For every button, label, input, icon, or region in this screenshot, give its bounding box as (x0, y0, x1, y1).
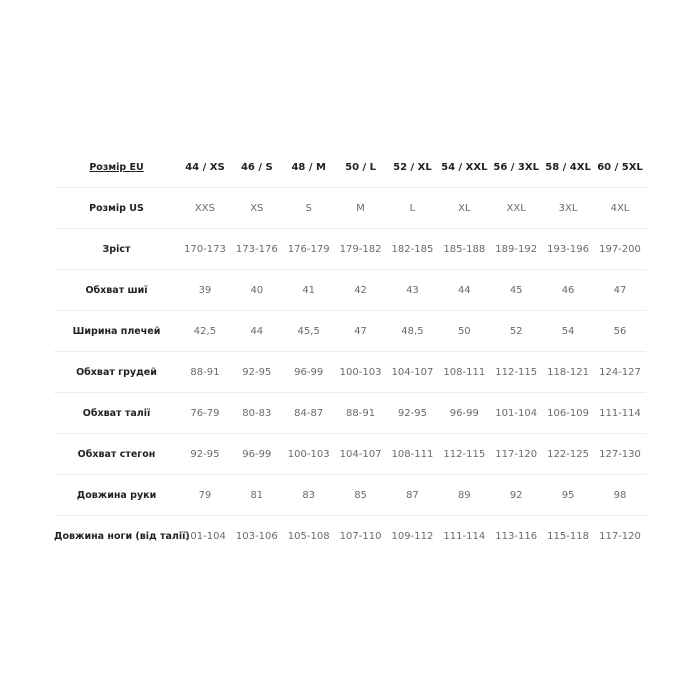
row-label: Обхват стегон (54, 434, 179, 475)
table-cell: 193-196 (542, 229, 594, 270)
table-cell: 182-185 (387, 229, 439, 270)
table-cell: 80-83 (231, 393, 283, 434)
table-row (54, 434, 646, 475)
column-header: 56 / 3XL (490, 147, 542, 188)
table-cell: 79 (179, 475, 231, 516)
table-cell: 44 (438, 270, 490, 311)
row-label: Зріст (54, 229, 179, 270)
table-cell: 107-110 (339, 530, 382, 542)
table-row (54, 311, 646, 352)
table-row (54, 393, 646, 434)
table-cell: 83 (283, 475, 335, 516)
table-row (54, 475, 646, 516)
table-cell: 88-91 (335, 393, 387, 434)
table-cell: 98 (594, 475, 646, 516)
table-cell: 47 (594, 270, 646, 311)
table-cell: 112-115 (490, 352, 542, 393)
row-label: Ширина плечей (54, 311, 179, 352)
table-cell: 105-108 (287, 530, 330, 542)
table-cell: 100-103 (283, 434, 335, 475)
table-cell: XXS (179, 188, 231, 229)
table-cell: 185-188 (438, 229, 490, 270)
table-cell: 111-114 (443, 530, 486, 542)
table-cell: 92-95 (179, 434, 231, 475)
table-row (54, 352, 646, 393)
column-header: 60 / 5XL (594, 147, 646, 188)
table-cell: 88-91 (179, 352, 231, 393)
table-cell: 87 (387, 475, 439, 516)
table-cell: 52 (490, 311, 542, 352)
row-label: Обхват талії (54, 393, 179, 434)
table-cell: 44 (231, 311, 283, 352)
table-cell: 108-111 (387, 434, 439, 475)
table-row (54, 188, 646, 229)
table-cell: M (335, 188, 387, 229)
table-cell: 48,5 (387, 311, 439, 352)
table-cell: 84-87 (283, 393, 335, 434)
table-cell: 40 (231, 270, 283, 311)
table-cell: 92-95 (387, 393, 439, 434)
table-cell: 106-109 (542, 393, 594, 434)
table-cell: 39 (179, 270, 231, 311)
table-cell: 3XL (542, 188, 594, 229)
row-label: Довжина руки (54, 475, 179, 516)
table-row (54, 270, 646, 311)
table-cell: 101-104 (184, 530, 226, 542)
table-cell: 81 (231, 475, 283, 516)
table-cell: 109-112 (391, 530, 434, 542)
table-cell: 92 (490, 475, 542, 516)
table-cell: XS (231, 188, 283, 229)
table-cell: 4XL (594, 188, 646, 229)
table-cell: 96-99 (438, 393, 490, 434)
table-cell: 43 (387, 270, 439, 311)
table-cell: 56 (594, 311, 646, 352)
table-row (54, 229, 646, 270)
table-cell: 118-121 (542, 352, 594, 393)
row-label: Розмір US (54, 188, 179, 229)
table-cell: 108-111 (438, 352, 490, 393)
table-cell: XL (438, 188, 490, 229)
table-cell: 50 (438, 311, 490, 352)
column-header: 50 / L (335, 147, 387, 188)
table-cell: 101-104 (490, 393, 542, 434)
table-cell: 124-127 (594, 352, 646, 393)
table-cell: 189-192 (490, 229, 542, 270)
row-label: Довжина ноги (від талії) (54, 530, 190, 542)
table-cell: 104-107 (335, 434, 387, 475)
table-cell: 111-114 (594, 393, 646, 434)
row-label: Обхват шиї (54, 270, 179, 311)
column-header: 46 / S (231, 147, 283, 188)
table-cell: 176-179 (283, 229, 335, 270)
table-cell: 170-173 (179, 229, 231, 270)
table-cell: 45,5 (283, 311, 335, 352)
column-header: 48 / M (283, 147, 335, 188)
table-cell: 113-116 (495, 530, 538, 542)
table-cell: 45 (490, 270, 542, 311)
table-cell: 173-176 (231, 229, 283, 270)
table-cell: 115-118 (547, 530, 589, 542)
table-cell: 41 (283, 270, 335, 311)
table-cell: 76-79 (179, 393, 231, 434)
table-cell: 47 (335, 311, 387, 352)
table-cell: 122-125 (542, 434, 594, 475)
table-cell: 127-130 (594, 434, 646, 475)
column-header: 52 / XL (387, 147, 439, 188)
table-cell: 117-120 (599, 530, 641, 542)
table-cell: 100-103 (335, 352, 387, 393)
table-cell: 92-95 (231, 352, 283, 393)
table-cell: S (283, 188, 335, 229)
table-cell: 85 (335, 475, 387, 516)
table-cell: 197-200 (594, 229, 646, 270)
column-header: 54 / XXL (438, 147, 490, 188)
size-chart-table (54, 147, 646, 556)
table-cell: 96-99 (283, 352, 335, 393)
table-cell: 104-107 (387, 352, 439, 393)
column-header: 44 / XS (179, 147, 231, 188)
table-cell: L (387, 188, 439, 229)
table-cell: 117-120 (490, 434, 542, 475)
table-cell: 112-115 (438, 434, 490, 475)
table-cell: 95 (542, 475, 594, 516)
size-eu-link[interactable]: Розмір EU (89, 161, 144, 173)
table-cell: 46 (542, 270, 594, 311)
table-cell: 89 (438, 475, 490, 516)
table-row (54, 516, 646, 557)
table-cell: 103-106 (235, 530, 278, 542)
row-label: Обхват грудей (54, 352, 179, 393)
table-cell: 42 (335, 270, 387, 311)
header-label-cell (54, 147, 179, 188)
table-cell: 179-182 (335, 229, 387, 270)
table-cell: 42,5 (179, 311, 231, 352)
table-cell: 54 (542, 311, 594, 352)
header-row (54, 147, 646, 188)
table-cell: 96-99 (231, 434, 283, 475)
table-cell: XXL (490, 188, 542, 229)
column-header: 58 / 4XL (542, 147, 594, 188)
